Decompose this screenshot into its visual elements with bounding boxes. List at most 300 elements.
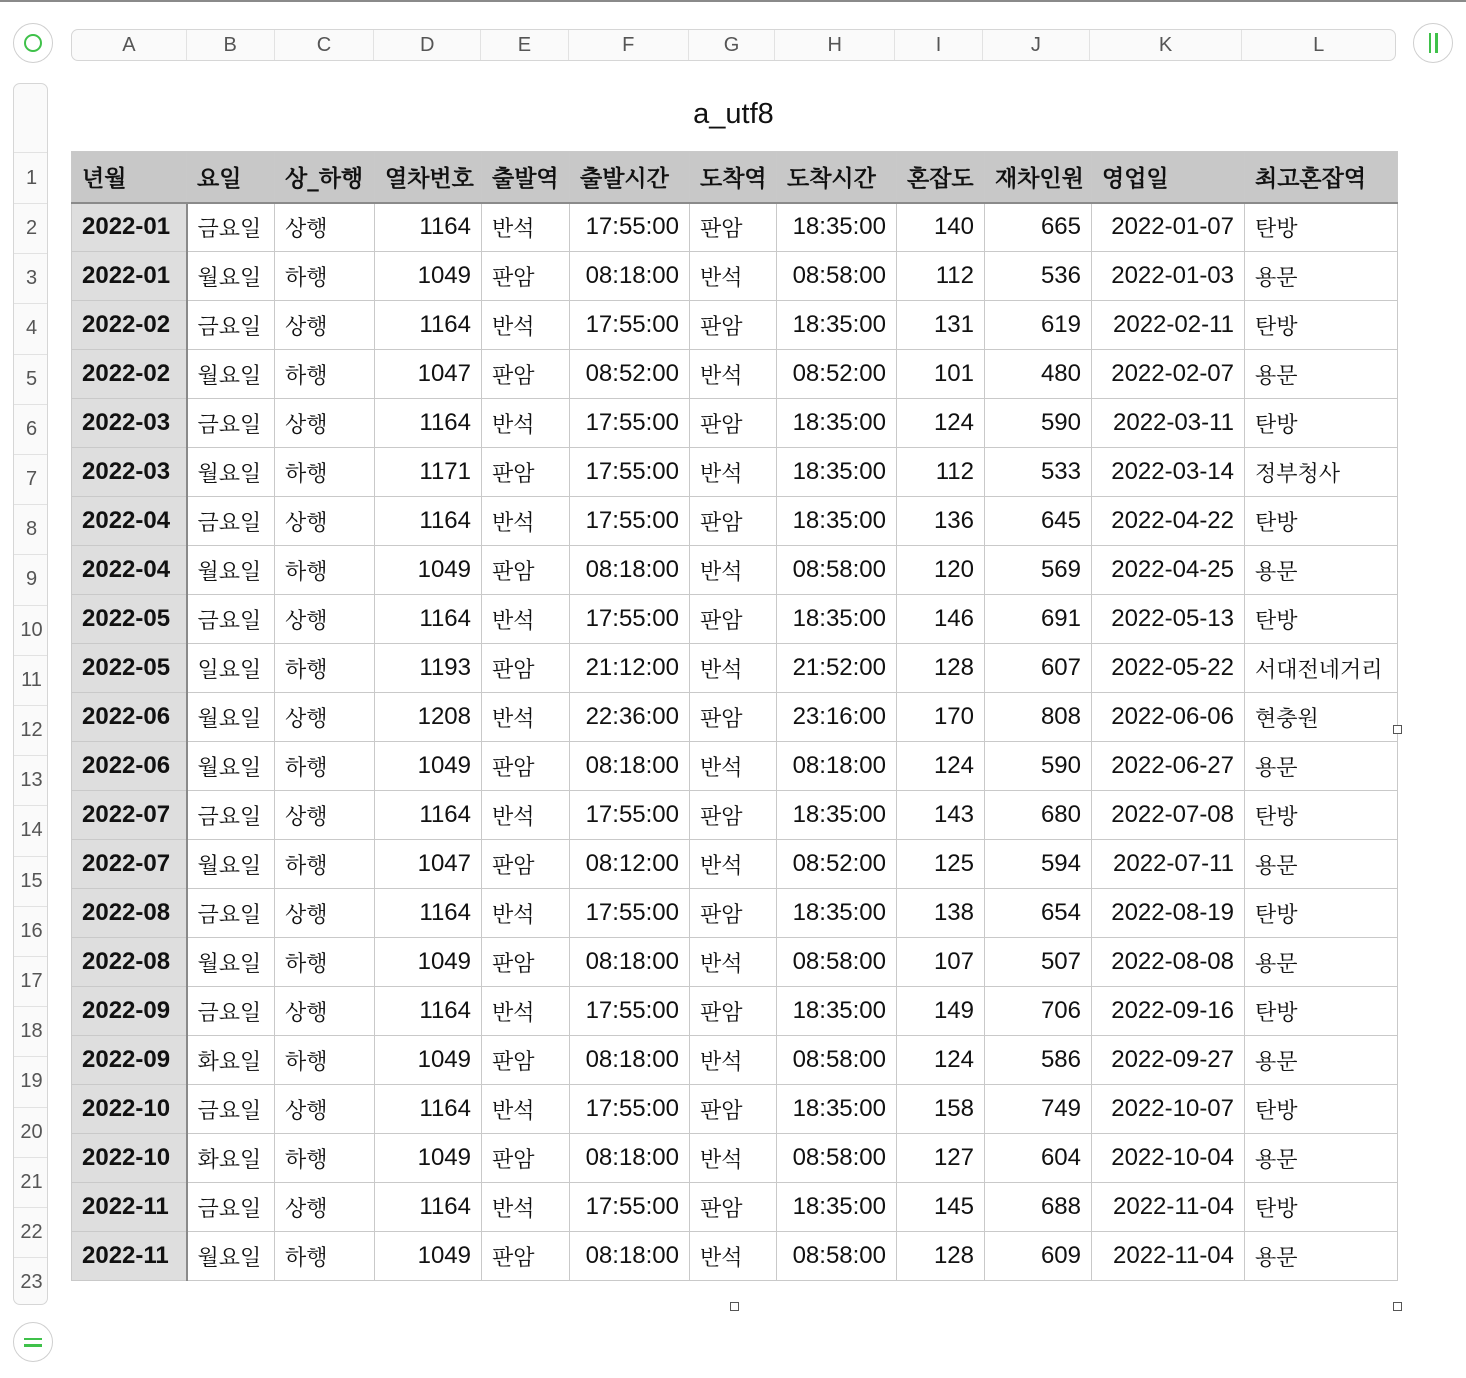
table-cell[interactable]: 2022-08 xyxy=(72,938,187,987)
table-cell[interactable]: 월요일 xyxy=(187,448,275,497)
row-number[interactable]: 9 xyxy=(14,554,48,604)
table-cell[interactable]: 반석 xyxy=(690,1134,777,1183)
table-cell[interactable]: 619 xyxy=(985,301,1092,350)
table-cell[interactable]: 탄방 xyxy=(1245,1183,1398,1232)
column-letter[interactable]: F xyxy=(569,30,689,60)
table-cell[interactable]: 08:18:00 xyxy=(570,1134,690,1183)
table-cell[interactable]: 반석 xyxy=(690,1036,777,1085)
table-cell[interactable]: 반석 xyxy=(482,301,570,350)
table-cell[interactable]: 1049 xyxy=(375,742,482,791)
table-cell[interactable]: 용문 xyxy=(1245,1134,1398,1183)
table-cell[interactable]: 금요일 xyxy=(187,497,275,546)
table-cell[interactable]: 월요일 xyxy=(187,350,275,399)
table-cell[interactable]: 594 xyxy=(985,840,1092,889)
table-cell[interactable]: 판암 xyxy=(690,595,777,644)
table-cell[interactable]: 18:35:00 xyxy=(777,301,897,350)
table-cell[interactable]: 판암 xyxy=(482,1232,570,1281)
table-cell[interactable]: 금요일 xyxy=(187,1085,275,1134)
table-cell[interactable]: 2022-01 xyxy=(72,203,187,252)
table-cell[interactable]: 17:55:00 xyxy=(570,987,690,1036)
table-cell[interactable]: 21:12:00 xyxy=(570,644,690,693)
column-header-cell[interactable]: 열차번호 xyxy=(375,152,482,203)
table-cell[interactable]: 131 xyxy=(897,301,985,350)
column-letter[interactable]: A xyxy=(72,30,187,60)
table-cell[interactable]: 590 xyxy=(985,742,1092,791)
table-cell[interactable]: 1164 xyxy=(375,791,482,840)
table-cell[interactable]: 128 xyxy=(897,1232,985,1281)
table-cell[interactable]: 2022-02 xyxy=(72,350,187,399)
table-cell[interactable]: 금요일 xyxy=(187,301,275,350)
table-cell[interactable]: 2022-04 xyxy=(72,546,187,595)
table-cell[interactable]: 1171 xyxy=(375,448,482,497)
table-cell[interactable]: 용문 xyxy=(1245,1036,1398,1085)
table-cell[interactable]: 120 xyxy=(897,546,985,595)
table-cell[interactable]: 용문 xyxy=(1245,546,1398,595)
table-cell[interactable]: 금요일 xyxy=(187,203,275,252)
table-cell[interactable]: 판암 xyxy=(690,203,777,252)
column-header-cell[interactable]: 도착시간 xyxy=(777,152,897,203)
table-cell[interactable]: 749 xyxy=(985,1085,1092,1134)
table-cell[interactable]: 08:58:00 xyxy=(777,1134,897,1183)
table-cell[interactable]: 상행 xyxy=(275,399,375,448)
table-cell[interactable]: 2022-06 xyxy=(72,693,187,742)
table-cell[interactable]: 569 xyxy=(985,546,1092,595)
table-cell[interactable]: 상행 xyxy=(275,595,375,644)
table-cell[interactable]: 18:35:00 xyxy=(777,1085,897,1134)
table-cell[interactable]: 158 xyxy=(897,1085,985,1134)
row-number[interactable]: 10 xyxy=(14,605,48,655)
table-cell[interactable]: 2022-09-27 xyxy=(1092,1036,1245,1085)
table-cell[interactable]: 17:55:00 xyxy=(570,399,690,448)
column-header-cell[interactable]: 출발역 xyxy=(482,152,570,203)
column-letter[interactable]: I xyxy=(895,30,983,60)
table-cell[interactable]: 월요일 xyxy=(187,252,275,301)
table-cell[interactable]: 판암 xyxy=(690,1183,777,1232)
table-cell[interactable]: 2022-09 xyxy=(72,987,187,1036)
table-cell[interactable]: 2022-10 xyxy=(72,1134,187,1183)
table-cell[interactable]: 1049 xyxy=(375,546,482,595)
column-letter[interactable]: D xyxy=(374,30,481,60)
table-cell[interactable]: 125 xyxy=(897,840,985,889)
table-cell[interactable]: 탄방 xyxy=(1245,399,1398,448)
table-cell[interactable]: 상행 xyxy=(275,1183,375,1232)
table-cell[interactable]: 2022-05 xyxy=(72,595,187,644)
table-cell[interactable]: 17:55:00 xyxy=(570,595,690,644)
table-cell[interactable]: 2022-01-07 xyxy=(1092,203,1245,252)
table-cell[interactable]: 반석 xyxy=(690,350,777,399)
table-cell[interactable]: 1164 xyxy=(375,1183,482,1232)
table-cell[interactable]: 판암 xyxy=(690,301,777,350)
column-header-cell[interactable]: 도착역 xyxy=(690,152,777,203)
table-cell[interactable]: 반석 xyxy=(482,497,570,546)
table-cell[interactable]: 22:36:00 xyxy=(570,693,690,742)
table-cell[interactable]: 124 xyxy=(897,399,985,448)
table-cell[interactable]: 월요일 xyxy=(187,840,275,889)
table-cell[interactable]: 하행 xyxy=(275,448,375,497)
row-number[interactable]: 23 xyxy=(14,1257,48,1305)
row-number[interactable]: 21 xyxy=(14,1157,48,1207)
table-cell[interactable]: 2022-03-11 xyxy=(1092,399,1245,448)
table-cell[interactable]: 1164 xyxy=(375,595,482,644)
table-cell[interactable]: 2022-04 xyxy=(72,497,187,546)
table-cell[interactable]: 탄방 xyxy=(1245,1085,1398,1134)
table-cell[interactable]: 판암 xyxy=(482,448,570,497)
column-letter[interactable]: H xyxy=(775,30,895,60)
table-cell[interactable]: 17:55:00 xyxy=(570,889,690,938)
table-cell[interactable]: 145 xyxy=(897,1183,985,1232)
column-letter[interactable]: L xyxy=(1313,33,1325,56)
table-cell[interactable]: 2022-04-25 xyxy=(1092,546,1245,595)
column-letter[interactable]: K xyxy=(1090,30,1243,60)
row-number[interactable]: 19 xyxy=(14,1056,48,1106)
table-cell[interactable]: 용문 xyxy=(1245,252,1398,301)
table-cell[interactable]: 2022-11 xyxy=(72,1183,187,1232)
table-cell[interactable]: 1049 xyxy=(375,1232,482,1281)
table-cell[interactable]: 판암 xyxy=(690,1085,777,1134)
table-cell[interactable]: 월요일 xyxy=(187,938,275,987)
table-cell[interactable]: 654 xyxy=(985,889,1092,938)
table-cell[interactable]: 탄방 xyxy=(1245,301,1398,350)
table-cell[interactable]: 반석 xyxy=(690,448,777,497)
table-cell[interactable]: 상행 xyxy=(275,1085,375,1134)
table-cell[interactable]: 1164 xyxy=(375,889,482,938)
row-number[interactable]: 17 xyxy=(14,956,48,1006)
table-cell[interactable]: 현충원 xyxy=(1245,693,1398,742)
table-cell[interactable]: 상행 xyxy=(275,203,375,252)
table-cell[interactable]: 18:35:00 xyxy=(777,203,897,252)
table-cell[interactable]: 586 xyxy=(985,1036,1092,1085)
row-number[interactable]: 2 xyxy=(14,203,48,253)
table-cell[interactable]: 일요일 xyxy=(187,644,275,693)
data-table[interactable] xyxy=(71,151,1398,1281)
table-cell[interactable]: 반석 xyxy=(690,938,777,987)
table-cell[interactable]: 상행 xyxy=(275,497,375,546)
table-cell[interactable]: 18:35:00 xyxy=(777,448,897,497)
table-select-button[interactable] xyxy=(13,23,53,63)
table-cell[interactable]: 08:58:00 xyxy=(777,1232,897,1281)
table-cell[interactable]: 1164 xyxy=(375,1085,482,1134)
table-cell[interactable]: 18:35:00 xyxy=(777,497,897,546)
table-cell[interactable]: 판암 xyxy=(482,742,570,791)
row-number[interactable]: 16 xyxy=(14,906,48,956)
table-cell[interactable]: 용문 xyxy=(1245,840,1398,889)
table-cell[interactable]: 판암 xyxy=(482,1036,570,1085)
row-number[interactable]: 18 xyxy=(14,1006,48,1056)
table-cell[interactable]: 691 xyxy=(985,595,1092,644)
table-cell[interactable]: 하행 xyxy=(275,252,375,301)
table-cell[interactable]: 탄방 xyxy=(1245,791,1398,840)
table-cell[interactable]: 하행 xyxy=(275,644,375,693)
table-cell[interactable]: 17:55:00 xyxy=(570,301,690,350)
table-cell[interactable]: 146 xyxy=(897,595,985,644)
table-cell[interactable]: 2022-08-08 xyxy=(1092,938,1245,987)
table-cell[interactable]: 금요일 xyxy=(187,1183,275,1232)
table-cell[interactable]: 2022-07-11 xyxy=(1092,840,1245,889)
table-cell[interactable]: 반석 xyxy=(482,889,570,938)
table-cell[interactable]: 607 xyxy=(985,644,1092,693)
table-cell[interactable]: 반석 xyxy=(482,595,570,644)
table-cell[interactable]: 2022-06-27 xyxy=(1092,742,1245,791)
table-cell[interactable]: 화요일 xyxy=(187,1036,275,1085)
table-cell[interactable]: 판암 xyxy=(482,938,570,987)
table-cell[interactable]: 08:52:00 xyxy=(570,350,690,399)
row-number[interactable]: 3 xyxy=(14,253,48,303)
table-cell[interactable]: 상행 xyxy=(275,693,375,742)
table-cell[interactable]: 하행 xyxy=(275,1232,375,1281)
table-cell[interactable]: 136 xyxy=(897,497,985,546)
table-cell[interactable]: 반석 xyxy=(482,987,570,1036)
table-cell[interactable]: 판암 xyxy=(690,889,777,938)
add-row-button[interactable] xyxy=(13,1322,53,1362)
table-cell[interactable]: 1164 xyxy=(375,987,482,1036)
table-cell[interactable]: 반석 xyxy=(482,791,570,840)
row-number[interactable]: 5 xyxy=(14,354,48,404)
table-cell[interactable]: 금요일 xyxy=(187,791,275,840)
column-letter[interactable]: C xyxy=(275,30,375,60)
column-header-cell[interactable]: 년월 xyxy=(72,152,187,203)
table-cell[interactable]: 2022-02-11 xyxy=(1092,301,1245,350)
table-cell[interactable]: 반석 xyxy=(690,1232,777,1281)
table-cell[interactable]: 탄방 xyxy=(1245,595,1398,644)
table-cell[interactable]: 1049 xyxy=(375,1134,482,1183)
table-cell[interactable]: 1164 xyxy=(375,301,482,350)
table-cell[interactable]: 상행 xyxy=(275,301,375,350)
table-cell[interactable]: 2022-05 xyxy=(72,644,187,693)
table-cell[interactable]: 1049 xyxy=(375,1036,482,1085)
row-number[interactable]: 7 xyxy=(14,454,48,504)
table-cell[interactable]: 탄방 xyxy=(1245,203,1398,252)
table-cell[interactable]: 124 xyxy=(897,1036,985,1085)
column-letter[interactable]: B xyxy=(187,30,275,60)
table-cell[interactable]: 17:55:00 xyxy=(570,497,690,546)
table-cell[interactable]: 판암 xyxy=(690,987,777,1036)
table-cell[interactable]: 688 xyxy=(985,1183,1092,1232)
table-cell[interactable]: 용문 xyxy=(1245,742,1398,791)
table-cell[interactable]: 18:35:00 xyxy=(777,889,897,938)
column-header-cell[interactable]: 상_하행 xyxy=(275,152,375,203)
table-cell[interactable]: 1049 xyxy=(375,252,482,301)
row-number[interactable]: 20 xyxy=(14,1107,48,1157)
table-cell[interactable]: 2022-11-04 xyxy=(1092,1232,1245,1281)
table-cell[interactable]: 반석 xyxy=(690,840,777,889)
table-cell[interactable]: 하행 xyxy=(275,742,375,791)
table-cell[interactable]: 536 xyxy=(985,252,1092,301)
table-cell[interactable]: 2022-09-16 xyxy=(1092,987,1245,1036)
table-cell[interactable]: 1047 xyxy=(375,840,482,889)
column-letter[interactable]: G xyxy=(689,30,776,60)
table-cell[interactable]: 08:18:00 xyxy=(570,1036,690,1085)
table-cell[interactable]: 2022-10 xyxy=(72,1085,187,1134)
table-cell[interactable]: 판암 xyxy=(482,350,570,399)
table-cell[interactable]: 금요일 xyxy=(187,889,275,938)
table-cell[interactable]: 23:16:00 xyxy=(777,693,897,742)
table-cell[interactable]: 탄방 xyxy=(1245,889,1398,938)
table-cell[interactable]: 하행 xyxy=(275,1134,375,1183)
resize-handle-right[interactable] xyxy=(1393,725,1402,734)
table-cell[interactable]: 18:35:00 xyxy=(777,399,897,448)
table-cell[interactable]: 하행 xyxy=(275,350,375,399)
table-cell[interactable]: 반석 xyxy=(690,742,777,791)
row-number[interactable]: 12 xyxy=(14,705,48,755)
table-cell[interactable]: 용문 xyxy=(1245,1232,1398,1281)
column-header-cell[interactable]: 재차인원 xyxy=(985,152,1092,203)
row-number[interactable]: 4 xyxy=(14,303,48,353)
table-cell[interactable]: 반석 xyxy=(482,399,570,448)
table-cell[interactable]: 17:55:00 xyxy=(570,1183,690,1232)
table-cell[interactable]: 808 xyxy=(985,693,1092,742)
table-cell[interactable]: 2022-03 xyxy=(72,448,187,497)
table-cell[interactable]: 140 xyxy=(897,203,985,252)
table-cell[interactable]: 112 xyxy=(897,448,985,497)
table-cell[interactable]: 월요일 xyxy=(187,693,275,742)
table-cell[interactable]: 월요일 xyxy=(187,1232,275,1281)
row-header-bar[interactable] xyxy=(13,83,48,1305)
table-cell[interactable]: 판암 xyxy=(482,252,570,301)
table-cell[interactable]: 2022-11-04 xyxy=(1092,1183,1245,1232)
add-column-button[interactable] xyxy=(1413,23,1453,63)
table-cell[interactable]: 용문 xyxy=(1245,938,1398,987)
table-cell[interactable]: 판암 xyxy=(690,399,777,448)
table-cell[interactable]: 08:58:00 xyxy=(777,938,897,987)
table-cell[interactable]: 138 xyxy=(897,889,985,938)
table-cell[interactable]: 하행 xyxy=(275,840,375,889)
resize-handle-bottom[interactable] xyxy=(730,1302,739,1311)
table-cell[interactable]: 18:35:00 xyxy=(777,791,897,840)
table-cell[interactable]: 112 xyxy=(897,252,985,301)
column-letter[interactable]: J xyxy=(983,30,1090,60)
table-cell[interactable]: 17:55:00 xyxy=(570,448,690,497)
table-cell[interactable]: 상행 xyxy=(275,889,375,938)
table-cell[interactable]: 2022-04-22 xyxy=(1092,497,1245,546)
table-cell[interactable]: 2022-05-22 xyxy=(1092,644,1245,693)
table-cell[interactable]: 2022-06-06 xyxy=(1092,693,1245,742)
table-cell[interactable]: 탄방 xyxy=(1245,497,1398,546)
table-cell[interactable]: 08:58:00 xyxy=(777,546,897,595)
table-cell[interactable]: 2022-01 xyxy=(72,252,187,301)
table-cell[interactable]: 08:18:00 xyxy=(570,1232,690,1281)
table-cell[interactable]: 609 xyxy=(985,1232,1092,1281)
table-cell[interactable]: 서대전네거리 xyxy=(1245,644,1398,693)
table-cell[interactable]: 화요일 xyxy=(187,1134,275,1183)
table-cell[interactable]: 507 xyxy=(985,938,1092,987)
table-cell[interactable]: 170 xyxy=(897,693,985,742)
table-cell[interactable]: 2022-07 xyxy=(72,840,187,889)
table-cell[interactable]: 금요일 xyxy=(187,399,275,448)
table-cell[interactable]: 2022-02-07 xyxy=(1092,350,1245,399)
table-cell[interactable]: 17:55:00 xyxy=(570,791,690,840)
table-cell[interactable]: 2022-06 xyxy=(72,742,187,791)
table-cell[interactable]: 1049 xyxy=(375,938,482,987)
table-cell[interactable]: 17:55:00 xyxy=(570,1085,690,1134)
table-cell[interactable]: 월요일 xyxy=(187,742,275,791)
row-number[interactable]: 14 xyxy=(14,805,48,855)
table-cell[interactable]: 탄방 xyxy=(1245,987,1398,1036)
table-cell[interactable]: 반석 xyxy=(482,693,570,742)
table-cell[interactable]: 2022-10-07 xyxy=(1092,1085,1245,1134)
table-cell[interactable]: 128 xyxy=(897,644,985,693)
table-cell[interactable]: 하행 xyxy=(275,1036,375,1085)
table-cell[interactable]: 금요일 xyxy=(187,595,275,644)
table-cell[interactable]: 143 xyxy=(897,791,985,840)
table-cell[interactable]: 판암 xyxy=(690,693,777,742)
table-cell[interactable]: 124 xyxy=(897,742,985,791)
table-cell[interactable]: 2022-03-14 xyxy=(1092,448,1245,497)
table-cell[interactable]: 1164 xyxy=(375,497,482,546)
table-cell[interactable]: 상행 xyxy=(275,987,375,1036)
table-cell[interactable]: 2022-07 xyxy=(72,791,187,840)
table-cell[interactable]: 706 xyxy=(985,987,1092,1036)
column-header-cell[interactable]: 혼잡도 xyxy=(897,152,985,203)
table-cell[interactable]: 101 xyxy=(897,350,985,399)
table-cell[interactable]: 금요일 xyxy=(187,987,275,1036)
table-cell[interactable]: 2022-11 xyxy=(72,1232,187,1281)
table-cell[interactable]: 1193 xyxy=(375,644,482,693)
table-cell[interactable]: 2022-01-03 xyxy=(1092,252,1245,301)
table-cell[interactable]: 17:55:00 xyxy=(570,203,690,252)
table-cell[interactable]: 107 xyxy=(897,938,985,987)
table-cell[interactable]: 18:35:00 xyxy=(777,987,897,1036)
table-cell[interactable]: 08:12:00 xyxy=(570,840,690,889)
table-cell[interactable]: 2022-08-19 xyxy=(1092,889,1245,938)
table-cell[interactable]: 월요일 xyxy=(187,546,275,595)
table-cell[interactable]: 반석 xyxy=(690,644,777,693)
column-header-cell[interactable]: 영업일 xyxy=(1092,152,1245,203)
table-cell[interactable]: 판암 xyxy=(482,546,570,595)
table-cell[interactable]: 18:35:00 xyxy=(777,1183,897,1232)
table-cell[interactable]: 판암 xyxy=(482,644,570,693)
row-number[interactable]: 11 xyxy=(14,655,48,705)
table-cell[interactable]: 2022-10-04 xyxy=(1092,1134,1245,1183)
table-cell[interactable]: 용문 xyxy=(1245,350,1398,399)
table-cell[interactable]: 판암 xyxy=(482,840,570,889)
table-cell[interactable]: 08:58:00 xyxy=(777,1036,897,1085)
table-cell[interactable]: 590 xyxy=(985,399,1092,448)
row-number[interactable]: 13 xyxy=(14,755,48,805)
table-cell[interactable]: 18:35:00 xyxy=(777,595,897,644)
table-cell[interactable]: 반석 xyxy=(690,546,777,595)
table-cell[interactable]: 08:52:00 xyxy=(777,350,897,399)
table-cell[interactable]: 판암 xyxy=(482,1134,570,1183)
table-cell[interactable]: 하행 xyxy=(275,938,375,987)
table-cell[interactable]: 하행 xyxy=(275,546,375,595)
table-cell[interactable]: 상행 xyxy=(275,791,375,840)
table-cell[interactable]: 1164 xyxy=(375,203,482,252)
table-cell[interactable]: 판암 xyxy=(690,497,777,546)
table-cell[interactable]: 08:18:00 xyxy=(570,938,690,987)
row-number[interactable]: 22 xyxy=(14,1207,48,1257)
table-cell[interactable]: 반석 xyxy=(482,1183,570,1232)
table-cell[interactable]: 665 xyxy=(985,203,1092,252)
table-cell[interactable]: 2022-09 xyxy=(72,1036,187,1085)
row-number[interactable]: 15 xyxy=(14,856,48,906)
table-cell[interactable]: 반석 xyxy=(690,252,777,301)
row-number[interactable]: 6 xyxy=(14,404,48,454)
column-header-cell[interactable]: 출발시간 xyxy=(570,152,690,203)
table-cell[interactable]: 08:18:00 xyxy=(570,252,690,301)
table-cell[interactable]: 1164 xyxy=(375,399,482,448)
table-cell[interactable]: 21:52:00 xyxy=(777,644,897,693)
row-number[interactable]: 8 xyxy=(14,504,48,554)
table-cell[interactable]: 645 xyxy=(985,497,1092,546)
column-header-cell[interactable]: 최고혼잡역 xyxy=(1245,152,1398,203)
table-cell[interactable]: 127 xyxy=(897,1134,985,1183)
table-cell[interactable]: 2022-08 xyxy=(72,889,187,938)
table-cell[interactable]: 1047 xyxy=(375,350,482,399)
row-number[interactable]: 1 xyxy=(14,152,48,203)
table-cell[interactable]: 2022-05-13 xyxy=(1092,595,1245,644)
table-cell[interactable]: 정부청사 xyxy=(1245,448,1398,497)
table-cell[interactable]: 08:52:00 xyxy=(777,840,897,889)
